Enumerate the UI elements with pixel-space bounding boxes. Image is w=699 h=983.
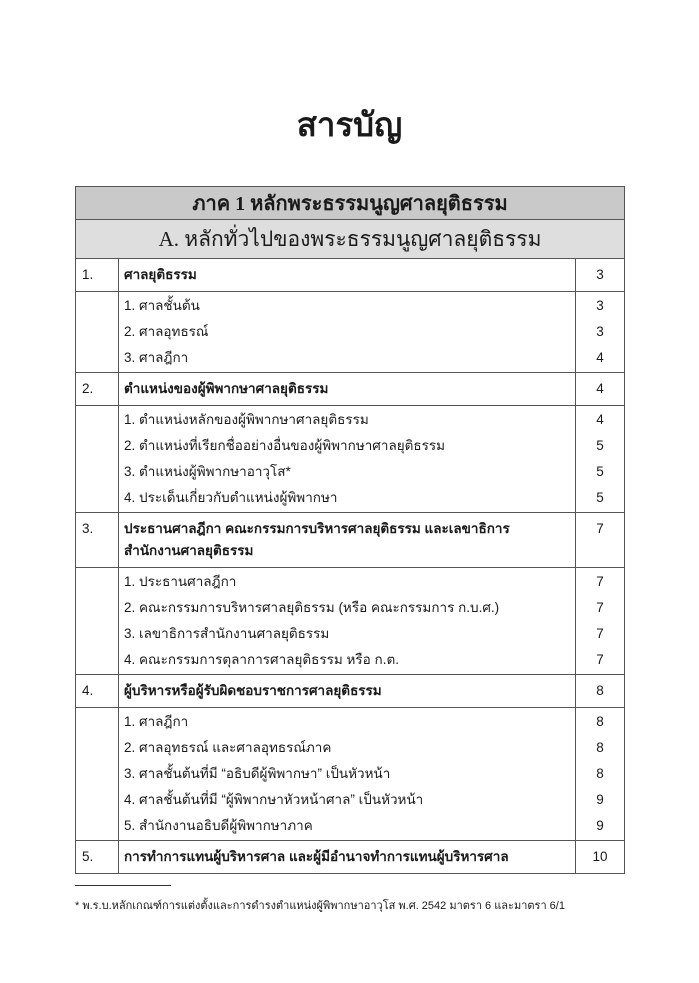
subsection-page: 7 (596, 652, 604, 667)
subsection-page: 3 (596, 324, 604, 339)
section-page: 8 (576, 675, 625, 708)
empty-number-cell (76, 708, 119, 841)
subsection-group (76, 568, 625, 675)
empty-number-cell (76, 292, 119, 373)
subsection-pages (576, 406, 625, 513)
empty-number-cell (76, 568, 119, 675)
part-heading-row (76, 187, 625, 220)
subsection-page: 8 (596, 714, 604, 729)
subsection-item[interactable]: 1. ศาลฎีกา (124, 714, 189, 729)
subsection-item[interactable]: 2. ศาลอุทธรณ์ และศาลอุทธรณ์ภาค (124, 740, 332, 755)
subsection-item[interactable]: 1. ศาลชั้นต้น (124, 298, 200, 313)
subsection-page: 9 (596, 792, 604, 807)
subsection-item[interactable]: 5. สำนักงานอธิบดีผู้พิพากษาภาค (124, 818, 313, 833)
section-title: ตำแหน่งของผู้พิพากษาศาลยุติธรรม (119, 373, 576, 406)
subsection-item[interactable]: 3. เลขาธิการสำนักงานศาลยุติธรรม (124, 626, 330, 641)
subsection-group (76, 292, 625, 373)
subsection-page: 8 (596, 740, 604, 755)
section-number: 2. (76, 373, 119, 406)
section-title: ประธานศาลฎีกา คณะกรรมการบริหารศาลยุติธรรม และเลขาธิการ สำนักงานศาลยุติธรรม (119, 513, 576, 568)
section-number: 3. (76, 513, 119, 568)
subsection-item[interactable]: 2. คณะกรรมการบริหารศาลยุติธรรม (หรือ คณะกรรมการ ก.บ.ศ.) (124, 600, 500, 615)
subsection-page: 4 (596, 350, 604, 365)
subsection-page: 5 (596, 464, 604, 479)
footnote: * พ.ร.บ.หลักเกณฑ์การแต่งตั้งและการดำรงตำแหน่งผู้พิพากษาอาวุโส พ.ศ. 2542 มาตรา 6 และมาตรา 6/1 (75, 900, 565, 912)
section-row[interactable] (76, 259, 625, 292)
subsection-item[interactable]: 3. ศาลชั้นต้นที่มี “อธิบดีผู้พิพากษา” เป็นหัวหน้า (124, 766, 391, 781)
subsection-page: 5 (596, 490, 604, 505)
page-title: สารบัญ (296, 108, 403, 144)
subsection-page: 8 (596, 766, 604, 781)
section-row[interactable] (76, 675, 625, 708)
section-page: 4 (576, 373, 625, 406)
subsection-page: 4 (596, 412, 604, 427)
subsection-item[interactable]: 2. ศาลอุทธรณ์ (124, 324, 209, 339)
subsection-item[interactable]: 2. ตำแหน่งที่เรียกชื่ออย่างอื่นของผู้พิพากษาศาลยุติธรรม (124, 438, 446, 453)
subsection-pages (576, 708, 625, 841)
subsection-pages (576, 292, 625, 373)
empty-number-cell (76, 406, 119, 513)
subsection-item[interactable]: 4. ประเด็นเกี่ยวกับตำแหน่งผู้พิพากษา (124, 490, 338, 505)
subsection-list (119, 568, 576, 675)
subsection-page: 7 (596, 600, 604, 615)
chapter-heading-row (76, 220, 625, 259)
section-title: ศาลยุติธรรม (119, 259, 576, 292)
subsection-list (119, 292, 576, 373)
subsection-group (76, 406, 625, 513)
section-page: 10 (576, 841, 625, 874)
subsection-item[interactable]: 1. ตำแหน่งหลักของผู้พิพากษาศาลยุติธรรม (124, 412, 369, 427)
section-row[interactable] (76, 841, 625, 874)
section-title: ผู้บริหารหรือผู้รับผิดชอบราชการศาลยุติธรรม (119, 675, 576, 708)
part-heading: ภาค 1 หลักพระธรรมนูญศาลยุติธรรม (76, 187, 625, 220)
toc-table (75, 186, 625, 874)
subsection-item[interactable]: 3. ตำแหน่งผู้พิพากษาอาวุโส* (124, 464, 291, 479)
subsection-page: 7 (596, 574, 604, 589)
subsection-page: 5 (596, 438, 604, 453)
subsection-item[interactable]: 3. ศาลฎีกา (124, 350, 189, 365)
subsection-list (119, 406, 576, 513)
subsection-page: 9 (596, 818, 604, 833)
subsection-item[interactable]: 4. คณะกรรมการตุลาการศาลยุติธรรม หรือ ก.ต. (124, 652, 399, 667)
footnote-divider (75, 885, 171, 886)
subsection-item[interactable]: 4. ศาลชั้นต้นที่มี “ผู้พิพากษาหัวหน้าศาล” เป็นหัวหน้า (124, 792, 424, 807)
section-page: 3 (576, 259, 625, 292)
subsection-item[interactable]: 1. ประธานศาลฎีกา (124, 574, 237, 589)
section-number: 1. (76, 259, 119, 292)
section-row[interactable] (76, 373, 625, 406)
chapter-heading: A. หลักทั่วไปของพระธรรมนูญศาลยุติธรรม (76, 220, 625, 259)
subsection-pages (576, 568, 625, 675)
section-title: การทำการแทนผู้บริหารศาล และผู้มีอำนาจทำการแทนผู้บริหารศาล (119, 841, 576, 874)
section-page: 7 (576, 513, 625, 568)
subsection-page: 3 (596, 298, 604, 313)
section-row[interactable] (76, 513, 625, 568)
section-number: 4. (76, 675, 119, 708)
subsection-page: 7 (596, 626, 604, 641)
section-number: 5. (76, 841, 119, 874)
subsection-group (76, 708, 625, 841)
subsection-list (119, 708, 576, 841)
